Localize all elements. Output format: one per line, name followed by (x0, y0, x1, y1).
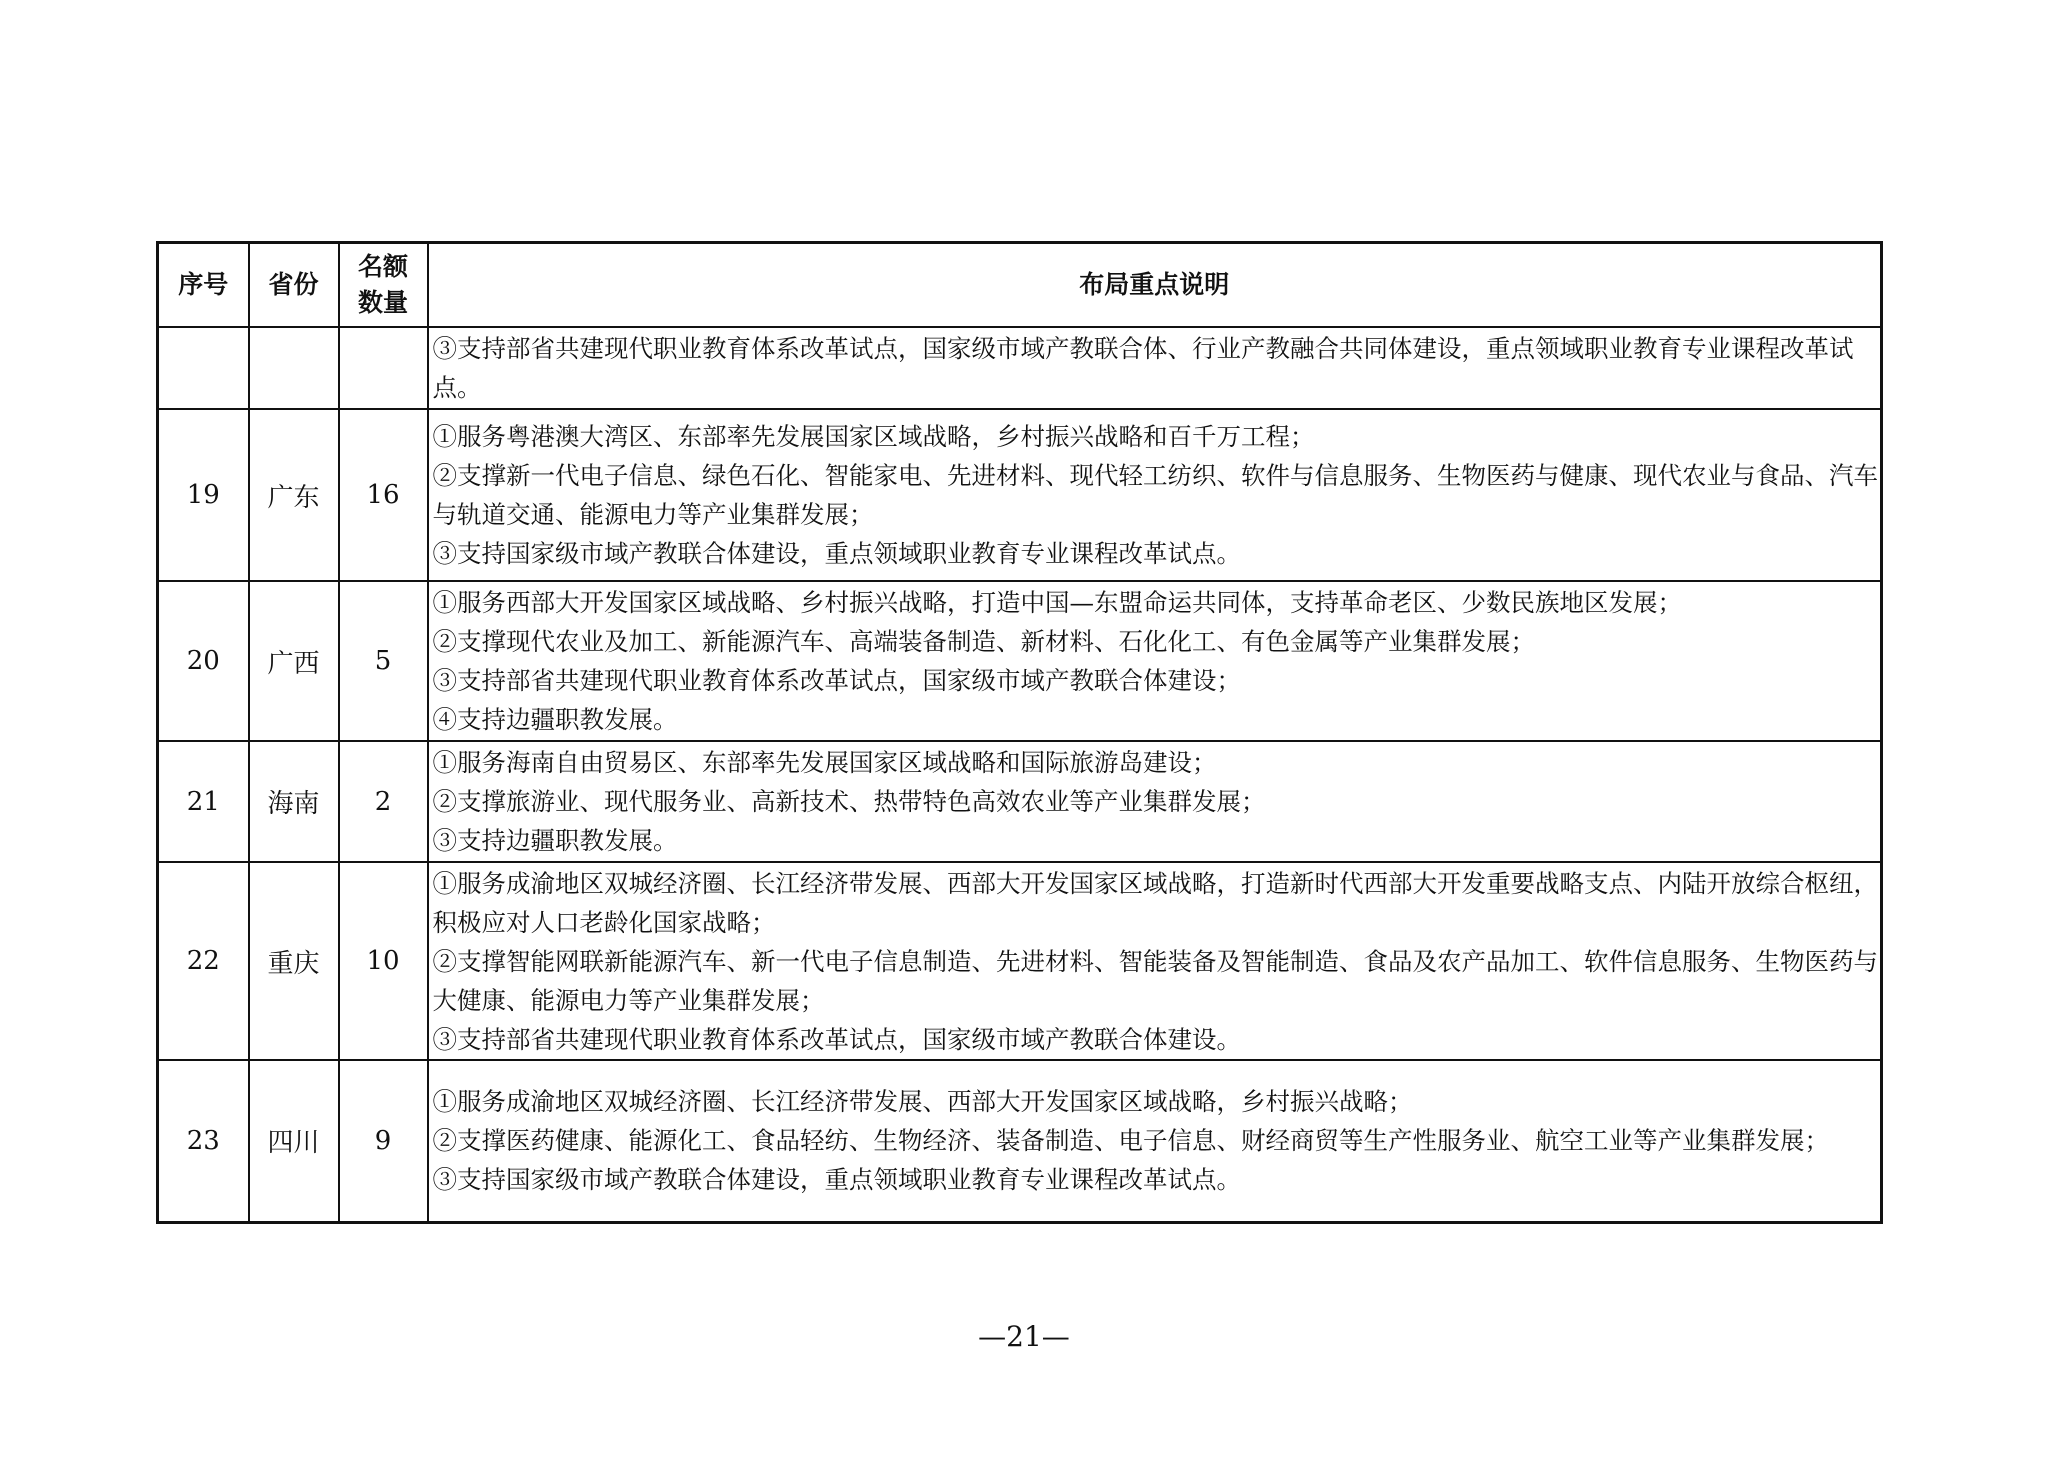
row-description: ③支持部省共建现代职业教育体系改革试点，国家级市域产教联合体、行业产教融合共同体建设，重点领域职业教育专业课程改革试点。 (428, 327, 1882, 409)
row-province: 海南 (249, 741, 339, 862)
header-province: 省份 (249, 243, 339, 328)
row-province: 广西 (249, 581, 339, 741)
row-province: 重庆 (249, 862, 339, 1060)
row-description: ①服务西部大开发国家区域战略、乡村振兴战略，打造中国—东盟命运共同体，支持革命老区、少数民族地区发展； ②支撑现代农业及加工、新能源汽车、高端装备制造、新材料、石化化工、有色金属等产业集群发展； ③支持部省共建现代职业教育体系改革试点，国家级市域产教联合体建设； ④支持边疆职教发展。 (428, 581, 1882, 741)
header-seq: 序号 (158, 243, 249, 328)
row-seq: 21 (158, 741, 249, 862)
row-quota: 16 (339, 409, 428, 581)
table-row (158, 862, 1882, 1060)
header-layout-description: 布局重点说明 (428, 243, 1882, 328)
table-row (158, 409, 1882, 581)
row-description: ①服务粤港澳大湾区、东部率先发展国家区域战略，乡村振兴战略和百千万工程； ②支撑新一代电子信息、绿色石化、智能家电、先进材料、现代轻工纺织、软件与信息服务、生物医药与健康、现代农业与食品、汽车与轨道交通、能源电力等产业集群发展； ③支持国家级市域产教联合体建设，重点领域职业教育专业课程改革试点。 (428, 409, 1882, 581)
row-province: 广东 (249, 409, 339, 581)
row-description: ①服务成渝地区双城经济圈、长江经济带发展、西部大开发国家区域战略，乡村振兴战略； ②支撑医药健康、能源化工、食品轻纺、生物经济、装备制造、电子信息、财经商贸等生产性服务业、航空工业等产业集群发展； ③支持国家级市域产教联合体建设，重点领域职业教育专业课程改革试点。 (428, 1060, 1882, 1222)
table-row (158, 327, 1882, 409)
table-header-row (158, 243, 1882, 328)
table-row (158, 1060, 1882, 1222)
row-description: ①服务海南自由贸易区、东部率先发展国家区域战略和国际旅游岛建设； ②支撑旅游业、现代服务业、高新技术、热带特色高效农业等产业集群发展； ③支持边疆职教发展。 (428, 741, 1882, 862)
row-seq: 20 (158, 581, 249, 741)
row-seq: 19 (158, 409, 249, 581)
row-province (249, 327, 339, 409)
table-row (158, 581, 1882, 741)
row-seq: 23 (158, 1060, 249, 1222)
row-quota: 9 (339, 1060, 428, 1222)
row-seq (158, 327, 249, 409)
row-quota: 10 (339, 862, 428, 1060)
allocation-table (156, 241, 1883, 1224)
table-row (158, 741, 1882, 862)
row-seq: 22 (158, 862, 249, 1060)
row-province: 四川 (249, 1060, 339, 1222)
row-quota: 2 (339, 741, 428, 862)
row-description: ①服务成渝地区双城经济圈、长江经济带发展、西部大开发国家区域战略，打造新时代西部大开发重要战略支点、内陆开放综合枢纽，积极应对人口老龄化国家战略； ②支撑智能网联新能源汽车、新一代电子信息制造、先进材料、智能装备及智能制造、食品及农产品加工、软件信息服务、生物医药与大健康、能源电力等产业集群发展； ③支持部省共建现代职业教育体系改革试点，国家级市域产教联合体建设。 (428, 862, 1882, 1060)
row-quota (339, 327, 428, 409)
row-quota: 5 (339, 581, 428, 741)
header-quota: 名额 数量 (339, 243, 428, 328)
page-number: —21— (978, 1320, 1070, 1353)
